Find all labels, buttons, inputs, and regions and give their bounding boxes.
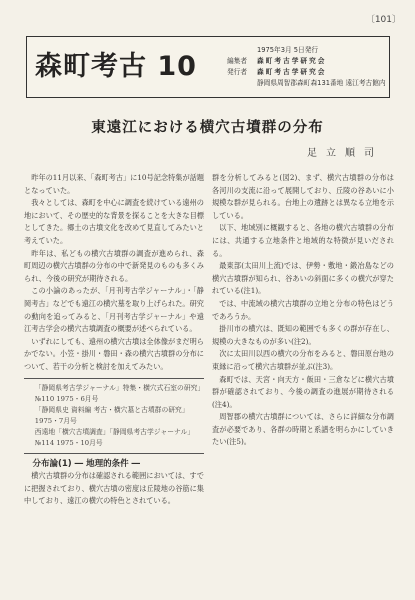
paragraph: 昨年は、私どもの横穴古墳群の調査が進められ、森町周辺の横穴古墳群の分布の中で新発見のものも多くみられ、今後の研究が期待される。 [24, 248, 204, 283]
info-address: 静岡県周智郡森町森131番地 遠江考古館内 [257, 79, 386, 87]
masthead [26, 36, 390, 98]
paragraph: 昨年の11月以来、「森町考古」に10号記念特集が話題となっていた。 [24, 173, 205, 195]
paragraph: 最東部(太田川上流)では、伊勢・敷地・鍛冶島などの横穴古墳群が知られ、谷あいの斜面に多くの横穴が穿たれている(注1)。 [212, 261, 394, 296]
right-column [212, 172, 394, 449]
paragraph: いずれにしても、遠州の横穴古墳は全体像がまだ明らかでない。小笠・掛川・磐田・森の横穴古墳群の分布について、若干の分析と検討を加えてみたい。 [24, 336, 204, 371]
page-number: 〔101〕 [365, 15, 401, 25]
reference: 1975・7月号 [34, 416, 77, 425]
paragraph: この小論のあったが、「月刊考古学ジャーナル」・「静岡考古」などでも遠江の横穴墓を取り上げられた。研究の動向を追ってみると、「月刊考古学ジャーナル」や遠江考古学会の横穴古墳調査の概要が述べられている。 [24, 286, 204, 334]
reference: №114 1975・10月号 [34, 438, 103, 447]
paragraph: 次に太田川以西の横穴の分布をみると、磐田原台地の東縁に沿って横穴古墳群が並ぶ(注3)。 [212, 349, 394, 371]
journal-title: 森町考古 10 [35, 51, 197, 82]
reference: 「静岡県史 資料編 考古・横穴墓と古墳群の研究」 [34, 405, 189, 414]
paragraph: 掛川市の横穴は、既知の範囲でも多くの群が存在し、規模の大きなものが多い(注2)。 [212, 324, 394, 346]
paragraph: では、中流域の横穴古墳群の立地と分布の特色はどうであろうか。 [212, 298, 394, 321]
paragraph: 我々としては、森町を中心に調査を続けている遠州の地において、その歴史的な背景を探ることを大きな目標としてきた。郷土の古墳文化を改めて見直してみたいと考えていた。 [24, 198, 204, 245]
paragraph: 森町では、天宮・向天方・飯田・三倉などに横穴古墳群が確認されており、今後の調査の進展が期待される(注4)。 [212, 374, 394, 409]
info-date: 1975年3月 5日発行 [257, 46, 319, 54]
publication-info [227, 45, 387, 89]
divider [24, 453, 204, 454]
info-publisher: 発行者 森町考古学研究会 [227, 68, 327, 76]
paragraph: 周智郡の横穴古墳群については、さらに詳細な分布調査が必要であり、各群の時期と系譜を明らかにしていきたい(注5)。 [212, 412, 394, 447]
divider [24, 378, 204, 379]
section-heading: 分布論(1) ― 地理的条件 ― [32, 458, 141, 469]
paragraph: 群を分析してみると(図2)、まず、横穴古墳群の分布は各河川の支流に沿って展開しており、丘陵の谷あいに小規模な群が見られる。台地上の遺跡とは異なる立地を示している。 [212, 173, 394, 220]
author-name: 足立順司 [307, 148, 383, 159]
left-column [24, 172, 204, 508]
info-editor: 編集者 森町考古学研究会 [227, 57, 327, 65]
article-title: 東遠江における横穴古墳群の分布 [91, 120, 324, 136]
paragraph: 横穴古墳群の分布は確認される範囲においては、すでに把握されており、横穴古墳の密度は丘陵地の谷筋に集中しており、遠江の横穴の特色とされている。 [24, 471, 204, 506]
reference: 「静岡県考古学ジャーナル」特集・横穴式石室の研究」 [34, 383, 205, 392]
reference: №110 1975・6月号 [34, 394, 99, 403]
paragraph: 以下、地域別に概観すると、各地の横穴古墳群の分布には、共通する立地条件と地域的な特徴が見いだされる。 [212, 223, 394, 258]
reference: 西遠地「横穴古墳調査」「静岡県考古学ジャーナル」 [34, 427, 195, 436]
